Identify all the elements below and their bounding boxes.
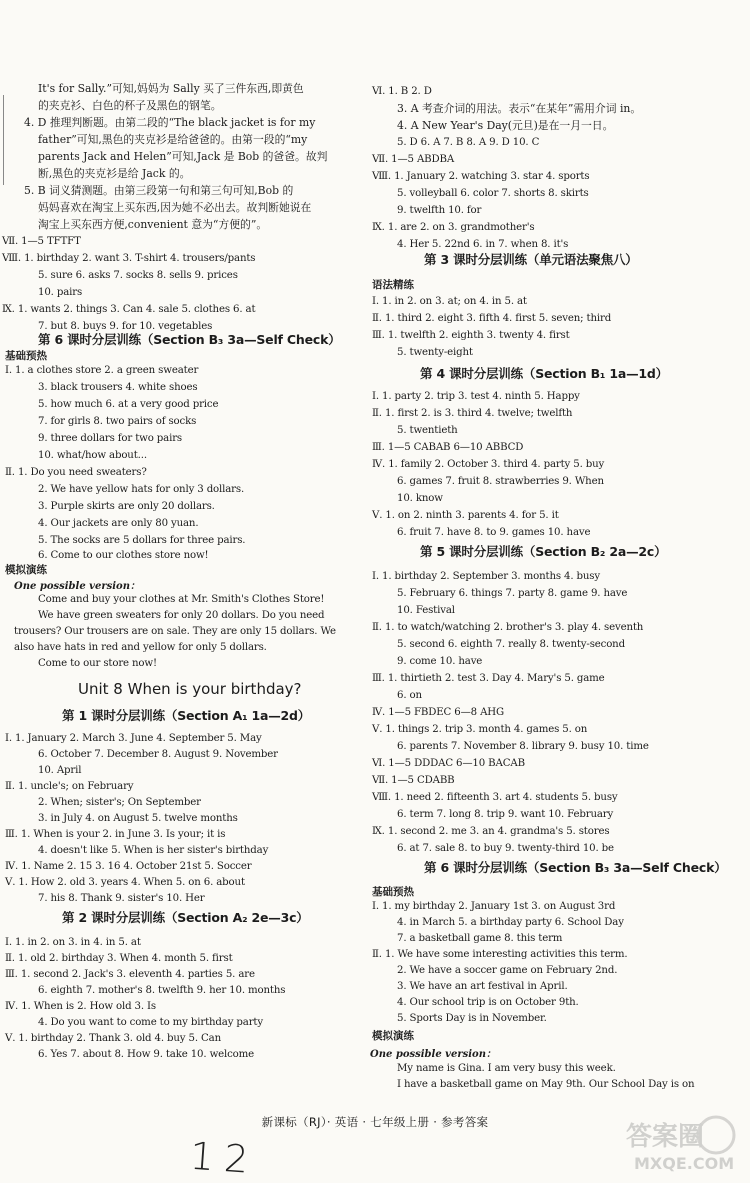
- answer-line: 4. doesn't like 5. When is her sister's birthday: [38, 845, 269, 856]
- answer-line: 4. Her 5. 22nd 6. in 7. when 8. it's: [397, 239, 569, 250]
- answer-line: 10. pairs: [38, 287, 83, 298]
- answer-line: Ⅶ. 1—5 TFTFT: [2, 236, 81, 247]
- answer-line: 5. volleyball 6. color 7. shorts 8. skirts: [397, 188, 589, 199]
- svg-text:答案圈: 答案圈: [626, 1122, 705, 1152]
- answer-line: Ⅷ. 1. January 2. watching 3. star 4. sports: [372, 171, 590, 182]
- subsection-label: 基础预热: [372, 886, 414, 898]
- answer-line: Ⅱ. 1. third 2. eight 3. fifth 4. first 5. seven; third: [372, 313, 612, 324]
- answer-line: Ⅰ. 1. in 2. on 3. in 4. in 5. at: [5, 937, 141, 948]
- answer-line: Ⅳ. 1—5 FBDEC 6—8 AHG: [372, 707, 505, 718]
- answer-line: 4. in March 5. a birthday party 6. School Day: [397, 917, 624, 928]
- answer-line: 3. We have an art festival in April.: [397, 981, 568, 992]
- handwritten-page-number: 12: [188, 1133, 260, 1183]
- watermark-logo: [620, 1113, 740, 1175]
- answer-line: father”可知,黑色的夹克衫是给爸爸的。由第一段的“my: [38, 133, 308, 146]
- answer-line: 4. A New Year's Day(元旦)是在一月一日。: [397, 119, 614, 132]
- answer-line: Ⅱ. 1. first 2. is 3. third 4. twelve; twelfth: [372, 408, 573, 419]
- answer-line: trousers? Our trousers are on sale. They are only 15 dollars. We: [14, 626, 336, 637]
- answer-line: 5. twentieth: [397, 425, 458, 436]
- answer-line: Ⅲ. 1. When is your 2. in June 3. Is your; it is: [5, 829, 226, 840]
- answer-line: 6. at 7. sale 8. to buy 9. twenty-third 10. be: [397, 843, 614, 854]
- subsection-label: 模拟演练: [5, 564, 47, 576]
- answer-line: 3. Purple skirts are only 20 dollars.: [38, 501, 215, 512]
- answer-line: 5. sure 6. asks 7. socks 8. sells 9. prices: [38, 270, 238, 281]
- subsection-label: 模拟演练: [372, 1030, 414, 1042]
- answer-line: 4. D 推理判断题。由第二段的“The black jacket is for my: [24, 116, 316, 129]
- svg-text:MXQE.COM: MXQE.COM: [634, 1154, 735, 1173]
- answer-line: 5. second 6. eighth 7. really 8. twenty-second: [397, 639, 625, 650]
- answer-line: Ⅱ. 1. We have some interesting activities this term.: [372, 949, 628, 960]
- answer-line: Ⅰ. 1. party 2. trip 3. test 4. ninth 5. Happy: [372, 391, 580, 402]
- answer-line: 5. B 词义猜测题。由第三段第一句和第三句可知,Bob 的: [24, 184, 294, 197]
- section-heading: 第 4 课时分层训练（Section B₁ 1a—1d）: [420, 366, 668, 381]
- answer-line: Ⅴ. 1. things 2. trip 3. month 4. games 5. on: [372, 724, 588, 735]
- section-heading: 第 2 课时分层训练（Section A₂ 2e—3c）: [62, 910, 309, 925]
- answer-line: Ⅲ. 1. twelfth 2. eighth 3. twenty 4. first: [372, 330, 570, 341]
- section-heading: 第 6 课时分层训练（Section B₃ 3a—Self Check）: [38, 332, 341, 347]
- answer-line: 5. twenty-eight: [397, 347, 473, 358]
- answer-line: 淘宝上买东西方便,convenient 意为“方便的”。: [38, 218, 268, 231]
- answer-line: 6. term 7. long 8. trip 9. want 10. February: [397, 809, 614, 820]
- answer-line: 妈妈喜欢在淘宝上买东西,因为她不必出去。故判断她说在: [38, 201, 312, 214]
- answer-line: Ⅷ. 1. birthday 2. want 3. T-shirt 4. trousers/pants: [2, 253, 256, 264]
- answer-line: Ⅱ. 1. to watch/watching 2. brother's 3. play 4. seventh: [372, 622, 644, 633]
- answer-line: Come and buy your clothes at Mr. Smith's Clothes Store!: [38, 594, 325, 605]
- subsection-label: 语法精练: [372, 279, 414, 291]
- answer-line: Ⅳ. 1. When is 2. How old 3. Is: [5, 1001, 156, 1012]
- answer-line: Ⅵ. 1. B 2. D: [372, 86, 432, 97]
- page-footer: 新课标（RJ）· 英语 · 七年级上册 · 参考答案: [261, 1115, 489, 1129]
- section-heading: 第 3 课时分层训练（单元语法聚焦八）: [424, 252, 638, 267]
- answer-line: 5. Sports Day is in November.: [397, 1013, 547, 1024]
- answer-line: 5. The socks are 5 dollars for three pairs.: [38, 535, 246, 546]
- answer-line: Ⅸ. 1. are 2. on 3. grandmother's: [372, 222, 535, 233]
- answer-line: parents Jack and Helen”可知,Jack 是 Bob 的爸爸。故判: [38, 150, 328, 163]
- sample-version-label: One possible version：: [370, 1049, 496, 1060]
- answer-line: Ⅰ. 1. birthday 2. September 3. months 4. busy: [372, 571, 600, 582]
- answer-line: 4. Our jackets are only 80 yuan.: [38, 518, 199, 529]
- answer-line: 9. three dollars for two pairs: [38, 433, 183, 444]
- answer-line: 3. A 考查介词的用法。表示“在某年”需用介词 in。: [397, 102, 642, 115]
- answer-line: Ⅶ. 1—5 CDABB: [372, 775, 455, 786]
- answer-line: It's for Sally.”可知,妈妈为 Sally 买了三件东西,即黄色: [38, 82, 304, 95]
- answer-line: Ⅱ. 1. uncle's; on February: [5, 781, 134, 792]
- subsection-label: 基础预热: [5, 350, 47, 362]
- answer-line: 7. for girls 8. two pairs of socks: [38, 416, 197, 427]
- answer-line: 断,黑色的夹克衫是给 Jack 的。: [38, 167, 191, 180]
- binding-mark: [3, 95, 7, 185]
- answer-line: 6. on: [397, 690, 422, 701]
- answer-line: Ⅸ. 1. second 2. me 3. an 4. grandma's 5. stores: [372, 826, 610, 837]
- answer-line: Ⅳ. 1. Name 2. 15 3. 16 4. October 21st 5. Soccer: [5, 861, 252, 872]
- answer-line: 6. games 7. fruit 8. strawberries 9. When: [397, 476, 604, 487]
- answer-line: Ⅲ. 1. thirtieth 2. test 3. Day 4. Mary's 5. game: [372, 673, 605, 684]
- answer-line: Ⅵ. 1—5 DDDAC 6—10 BACAB: [372, 758, 525, 769]
- sample-version-label: One possible version：: [14, 581, 140, 592]
- answer-line: also have hats in red and yellow for only 5 dollars.: [14, 642, 267, 653]
- answer-line: 3. in July 4. on August 5. twelve months: [38, 813, 238, 824]
- section-heading: 第 1 课时分层训练（Section A₁ 1a—2d）: [62, 708, 311, 723]
- answer-line: 6. fruit 7. have 8. to 9. games 10. have: [397, 527, 591, 538]
- answer-line: 2. When; sister's; On September: [38, 797, 201, 808]
- answer-line: 的夹克衫、白色的杯子及黑色的钢笔。: [38, 99, 222, 112]
- answer-line: I have a basketball game on May 9th. Our School Day is on: [397, 1079, 695, 1090]
- answer-line: 6. Come to our clothes store now!: [38, 550, 209, 561]
- section-heading: 第 6 课时分层训练（Section B₃ 3a—Self Check）: [424, 860, 727, 875]
- answer-line: 3. black trousers 4. white shoes: [38, 382, 198, 393]
- answer-line: 5. February 6. things 7. party 8. game 9. have: [397, 588, 628, 599]
- answer-line: 5. D 6. A 7. B 8. A 9. D 10. C: [397, 137, 540, 148]
- answer-line: 2. We have yellow hats for only 3 dollars.: [38, 484, 245, 495]
- answer-line: 6. parents 7. November 8. library 9. busy 10. time: [397, 741, 649, 752]
- section-heading: 第 5 课时分层训练（Section B₂ 2a—2c）: [420, 544, 667, 559]
- answer-line: Ⅷ. 1. need 2. fifteenth 3. art 4. students 5. busy: [372, 792, 618, 803]
- answer-line: Ⅲ. 1—5 CABAB 6—10 ABBCD: [372, 442, 524, 453]
- answer-line: 10. Festival: [397, 605, 455, 616]
- answer-line: Ⅰ. 1. in 2. on 3. at; on 4. in 5. at: [372, 296, 527, 307]
- answer-line: We have green sweaters for only 20 dollars. Do you need: [38, 610, 325, 621]
- answer-line: 9. twelfth 10. for: [397, 205, 482, 216]
- answer-line: 7. but 8. buys 9. for 10. vegetables: [38, 321, 213, 332]
- answer-line: 9. come 10. have: [397, 656, 483, 667]
- answer-line: 7. his 8. Thank 9. sister's 10. Her: [38, 893, 205, 904]
- answer-line: 10. April: [38, 765, 82, 776]
- answer-line: Ⅴ. 1. on 2. ninth 3. parents 4. for 5. it: [372, 510, 559, 521]
- answer-line: My name is Gina. I am very busy this week.: [397, 1063, 616, 1074]
- answer-line: Ⅰ. 1. a clothes store 2. a green sweater: [5, 365, 199, 376]
- answer-line: 10. what/how about...: [38, 450, 147, 461]
- answer-line: Ⅸ. 1. wants 2. things 3. Can 4. sale 5. clothes 6. at: [2, 304, 256, 315]
- answer-line: Ⅶ. 1—5 ABDBA: [372, 154, 455, 165]
- answer-line: 2. We have a soccer game on February 2nd.: [397, 965, 618, 976]
- answer-line: Ⅴ. 1. birthday 2. Thank 3. old 4. buy 5. Can: [5, 1033, 221, 1044]
- unit-title: Unit 8 When is your birthday?: [78, 680, 302, 698]
- answer-line: Ⅰ. 1. my birthday 2. January 1st 3. on August 3rd: [372, 901, 616, 912]
- answer-line: 10. know: [397, 493, 443, 504]
- answer-line: 6. October 7. December 8. August 9. November: [38, 749, 278, 760]
- answer-line: Ⅳ. 1. family 2. October 3. third 4. party 5. buy: [372, 459, 605, 470]
- answer-line: 6. Yes 7. about 8. How 9. take 10. welcome: [38, 1049, 255, 1060]
- answer-line: Ⅴ. 1. How 2. old 3. years 4. When 5. on 6. about: [5, 877, 245, 888]
- answer-line: Ⅱ. 1. Do you need sweaters?: [5, 467, 147, 478]
- answer-line: Ⅲ. 1. second 2. Jack's 3. eleventh 4. parties 5. are: [5, 969, 255, 980]
- answer-line: 6. eighth 7. mother's 8. twelfth 9. her 10. months: [38, 985, 286, 996]
- answer-line: 7. a basketball game 8. this term: [397, 933, 563, 944]
- answer-line: 4. Our school trip is on October 9th.: [397, 997, 579, 1008]
- answer-line: Ⅰ. 1. January 2. March 3. June 4. September 5. May: [5, 733, 262, 744]
- answer-line: Come to our store now!: [38, 658, 157, 669]
- answer-line: 5. how much 6. at a very good price: [38, 399, 219, 410]
- answer-line: 4. Do you want to come to my birthday party: [38, 1017, 263, 1028]
- answer-line: Ⅱ. 1. old 2. birthday 3. When 4. month 5. first: [5, 953, 233, 964]
